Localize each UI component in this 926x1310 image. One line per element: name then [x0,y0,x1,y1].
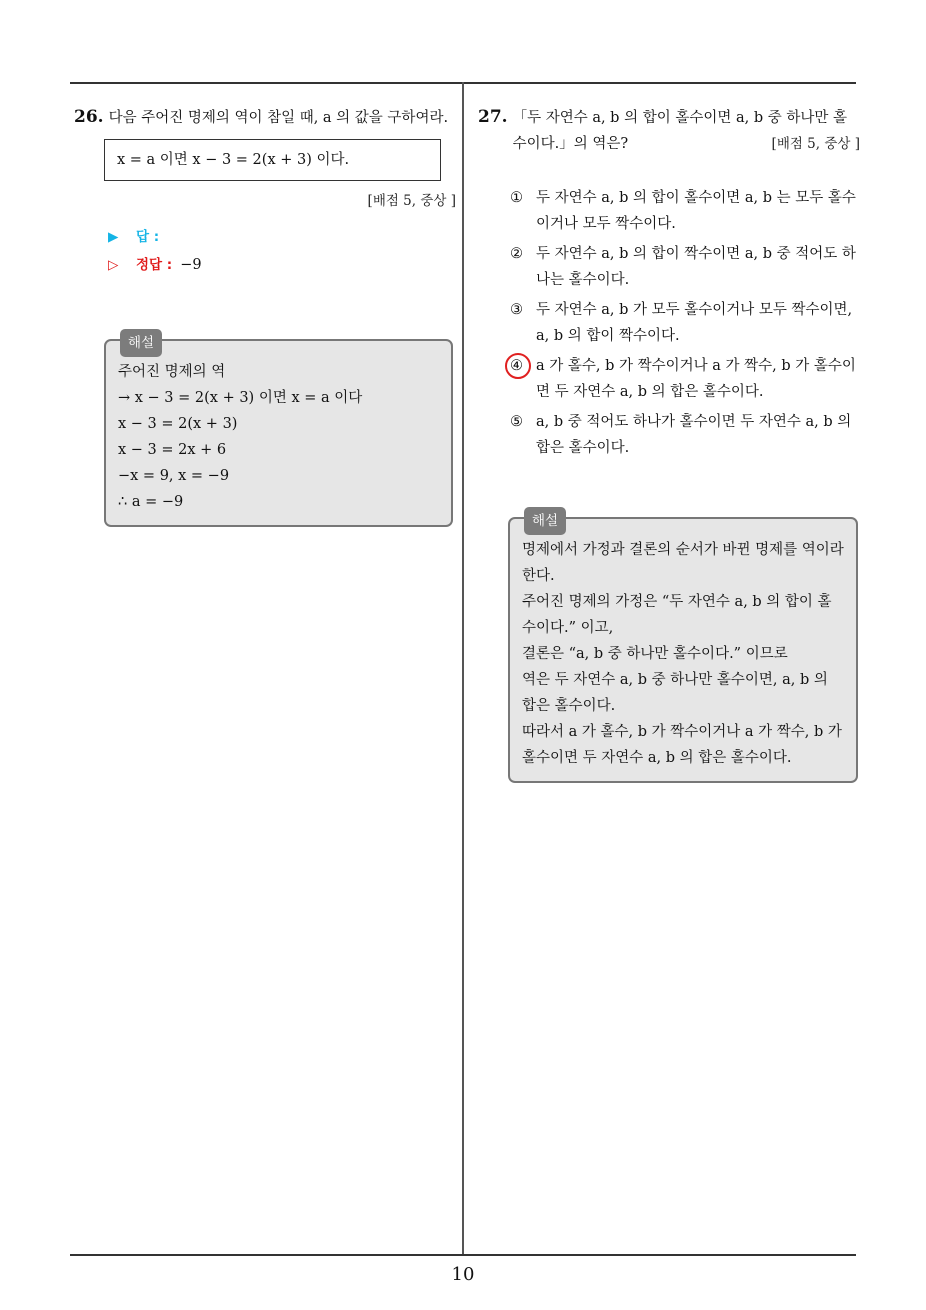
condition-text: x = a 이면 x − 3 = 2(x + 3) 이다. [117,152,350,168]
question-26 [74,104,456,527]
selected-circle-icon [505,353,531,379]
column-divider [462,82,464,1256]
question-number: 27. [478,107,508,127]
answer-block [108,223,456,279]
solution-tag: 해설 [120,329,162,357]
choice-number: ① [510,190,523,206]
page-number: 10 [451,1264,475,1285]
choice-4-selected[interactable] [478,353,860,405]
correct-answer-row [108,251,456,279]
filled-triangle-icon: ▶ [108,229,119,245]
question-26-header [74,104,456,131]
choice-text: 두 자연수 a, b 가 모두 홀수이거나 모두 짝수이면, a, b 의 합이 짝수이다. [536,302,853,344]
solution-line: 주어진 명제의 역 [118,364,226,380]
solution-box [508,513,858,783]
solution-line: 역은 두 자연수 a, b 중 하나만 홀수이면, a, b 의 합은 홀수이다. [522,672,828,714]
solution-line: 명제에서 가정과 결론의 순서가 바뀐 명제를 역이라 한다. [522,542,844,584]
choice-text: a, b 중 적어도 하나가 홀수이면 두 자연수 a, b 의 합은 홀수이다. [536,414,852,456]
solution-line: x − 3 = 2x + 6 [118,442,227,458]
solution-line: 주어진 명제의 가정은 “두 자연수 a, b 의 합이 홀수이다.” 이고, [522,594,832,636]
points-label: [배점 5, 중상 ] [771,136,860,152]
choice-text: 두 자연수 a, b 의 합이 짝수이면 a, b 중 적어도 하나는 홀수이다. [536,246,856,288]
choice-number: ③ [510,302,523,318]
question-27 [478,104,860,783]
choice-list [478,185,860,461]
condition-box [104,139,441,181]
choice-3[interactable] [478,297,860,349]
answer-row [108,223,456,251]
question-text [513,105,860,157]
question-text: 다음 주어진 명제의 역이 참일 때, a 의 값을 구하여라. [108,110,449,126]
solution-line: ∴ a = −9 [118,494,184,510]
solution-line: 결론은 “a, b 중 하나만 홀수이다.” 이므로 [522,646,788,662]
solution-line: −x = 9, x = −9 [118,468,230,484]
answer-label: 답 : [136,229,160,245]
question-number: 26. [74,107,104,127]
bottom-rule [70,1254,856,1256]
solution-line: x − 3 = 2(x + 3) [118,416,238,432]
correct-answer-value: −9 [180,257,202,273]
choice-number: ② [510,246,523,262]
question-text-body: 「두 자연수 a, b 의 합이 홀수이면 a, b 중 하나만 홀수이다.」의 역은? [512,110,847,152]
choice-5[interactable] [478,409,860,461]
choice-2[interactable] [478,241,860,293]
choice-text: a 가 홀수, b 가 짝수이거나 a 가 짝수, b 가 홀수이면 두 자연수 a, b 의 합은 홀수이다. [536,358,856,400]
points-label: [배점 5, 중상 ] [367,193,456,209]
question-27-header [478,104,860,157]
choice-number-text: ④ [510,358,523,374]
solution-box [104,335,453,527]
choice-number: ⑤ [510,414,523,430]
choice-text: 두 자연수 a, b 의 합이 홀수이면 a, b 는 모두 홀수이거나 모두 짝수이다. [536,190,856,232]
solution-line: 따라서 a 가 홀수, b 가 짝수이거나 a 가 짝수, b 가 홀수이면 두 자연수 a, b 의 합은 홀수이다. [522,724,842,766]
outline-triangle-icon: ▷ [108,257,119,273]
choice-number [510,353,536,405]
solution-line: → x − 3 = 2(x + 3) 이면 x = a 이다 [118,390,363,406]
choice-1[interactable] [478,185,860,237]
solution-tag: 해설 [524,507,566,535]
correct-answer-label: 정답 : [136,257,173,273]
